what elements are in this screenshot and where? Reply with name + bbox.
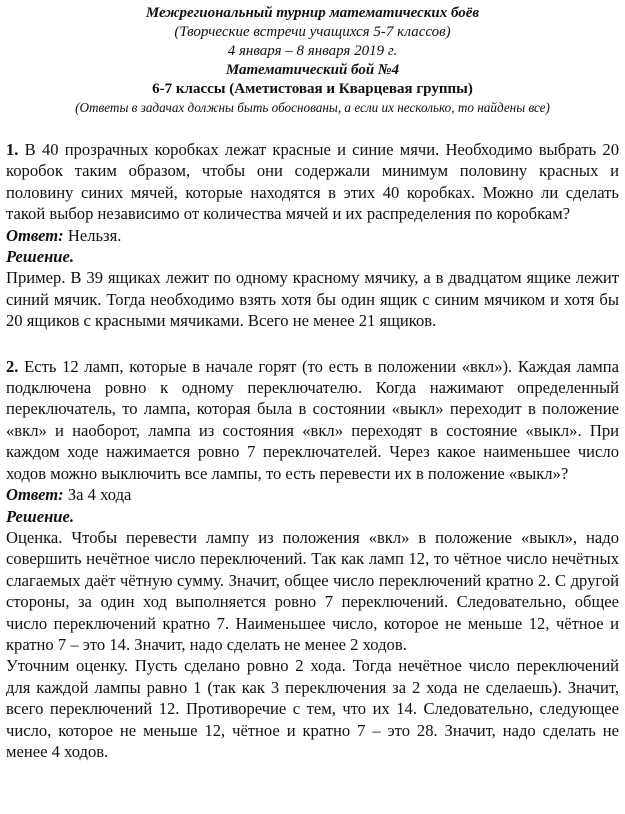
tournament-subtitle: (Творческие встречи учащихся 5-7 классов)	[174, 24, 451, 40]
solution-paragraph: Оценка. Чтобы перевести лампу из положения «вкл» в положение «выкл», надо совершить нечётное число переключений. Так как ламп 12, то чётное число нечётных слагаемых даёт чётную сумму. Значит, общее число переключений кратно 2. С другой стороны, за один ход выполняется ровно 7 переключений. Следовательно, общее число переключений кратно 7. Наименьшее число, которое не меньше 12, чётное и кратно 7 – это 14. Значит, надо сделать не менее 2 ходов.	[6, 527, 619, 654]
problem-1	[6, 139, 619, 332]
battle-title: Математический бой №4	[225, 62, 400, 78]
problem-text: Есть 12 ламп, которые в начале горят (то есть в положении «вкл»). Каждая лампа подключена ровно к одному переключателю. Когда нажимают определенный переключатель, то лампа, которая была в состоянии «выкл» переходит в положение «вкл» и наоборот, лампа из состояния «вкл» переходят в состояние «выкл». При каждом ходе нажимается ровно 7 переключателей. Через какое наименьшее число ходов можно выключить все лампы, то есть перевести их в положение «выкл»?	[6, 356, 620, 483]
tournament-dates: 4 января – 8 января 2019 г.	[227, 43, 398, 59]
problem-text: В 40 прозрачных коробках лежат красные и синие мячи. Необходимо выбрать 20 коробок таким образом, чтобы они содержали минимум половину красных и половину синих мячей, которые находятся в этих 40 коробках. Можно ли сделать такой выбор независимо от количества мячей и их распределения по коробкам?	[6, 140, 619, 224]
solution-paragraph: Пример. В 39 ящиках лежит по одному красному мячику, а в двадцатом ящике лежит синий мячик. Тогда необходимо взять хотя бы один ящик с синим мячиком и хотя бы 20 ящиков с красными мячиками. Всего не менее 21 ящиков.	[6, 268, 619, 331]
problem-number: 2.	[6, 356, 19, 376]
solution-paragraph: Уточним оценку. Пусть сделано ровно 2 хода. Тогда нечётное число переключений для каждой лампы равно 1 (так как 3 переключения за 2 хода не сделаешь). Значит, всего переключений 12. Противоречие с тем, что их 14. Следовательно, следующее число, которое не меньше 12, чётное и кратно 7 – это 28. Значит, надо сделать не менее 4 ходов.	[6, 656, 619, 761]
answer-text: Нельзя.	[67, 225, 122, 245]
document-header	[6, 4, 619, 117]
answer-line	[6, 484, 619, 505]
answer-line	[6, 225, 619, 246]
problem-statement	[6, 139, 619, 225]
problem-2	[6, 356, 619, 763]
answer-label: Ответ:	[6, 485, 64, 505]
solution-label: Решение.	[6, 506, 75, 526]
solution-label: Решение.	[6, 247, 75, 267]
answer-label: Ответ:	[6, 225, 64, 245]
problem-statement	[6, 356, 619, 484]
instructions-note: (Ответы в задачах должны быть обоснованы, а если их несколько, то найдены все)	[75, 100, 550, 115]
grades-title: 6-7 классы (Аметистовая и Кварцевая группы)	[152, 81, 473, 97]
answer-text: За 4 хода	[67, 485, 132, 505]
tournament-title: Межрегиональный турнир математических боёв	[145, 5, 480, 21]
problem-number: 1.	[6, 140, 19, 159]
